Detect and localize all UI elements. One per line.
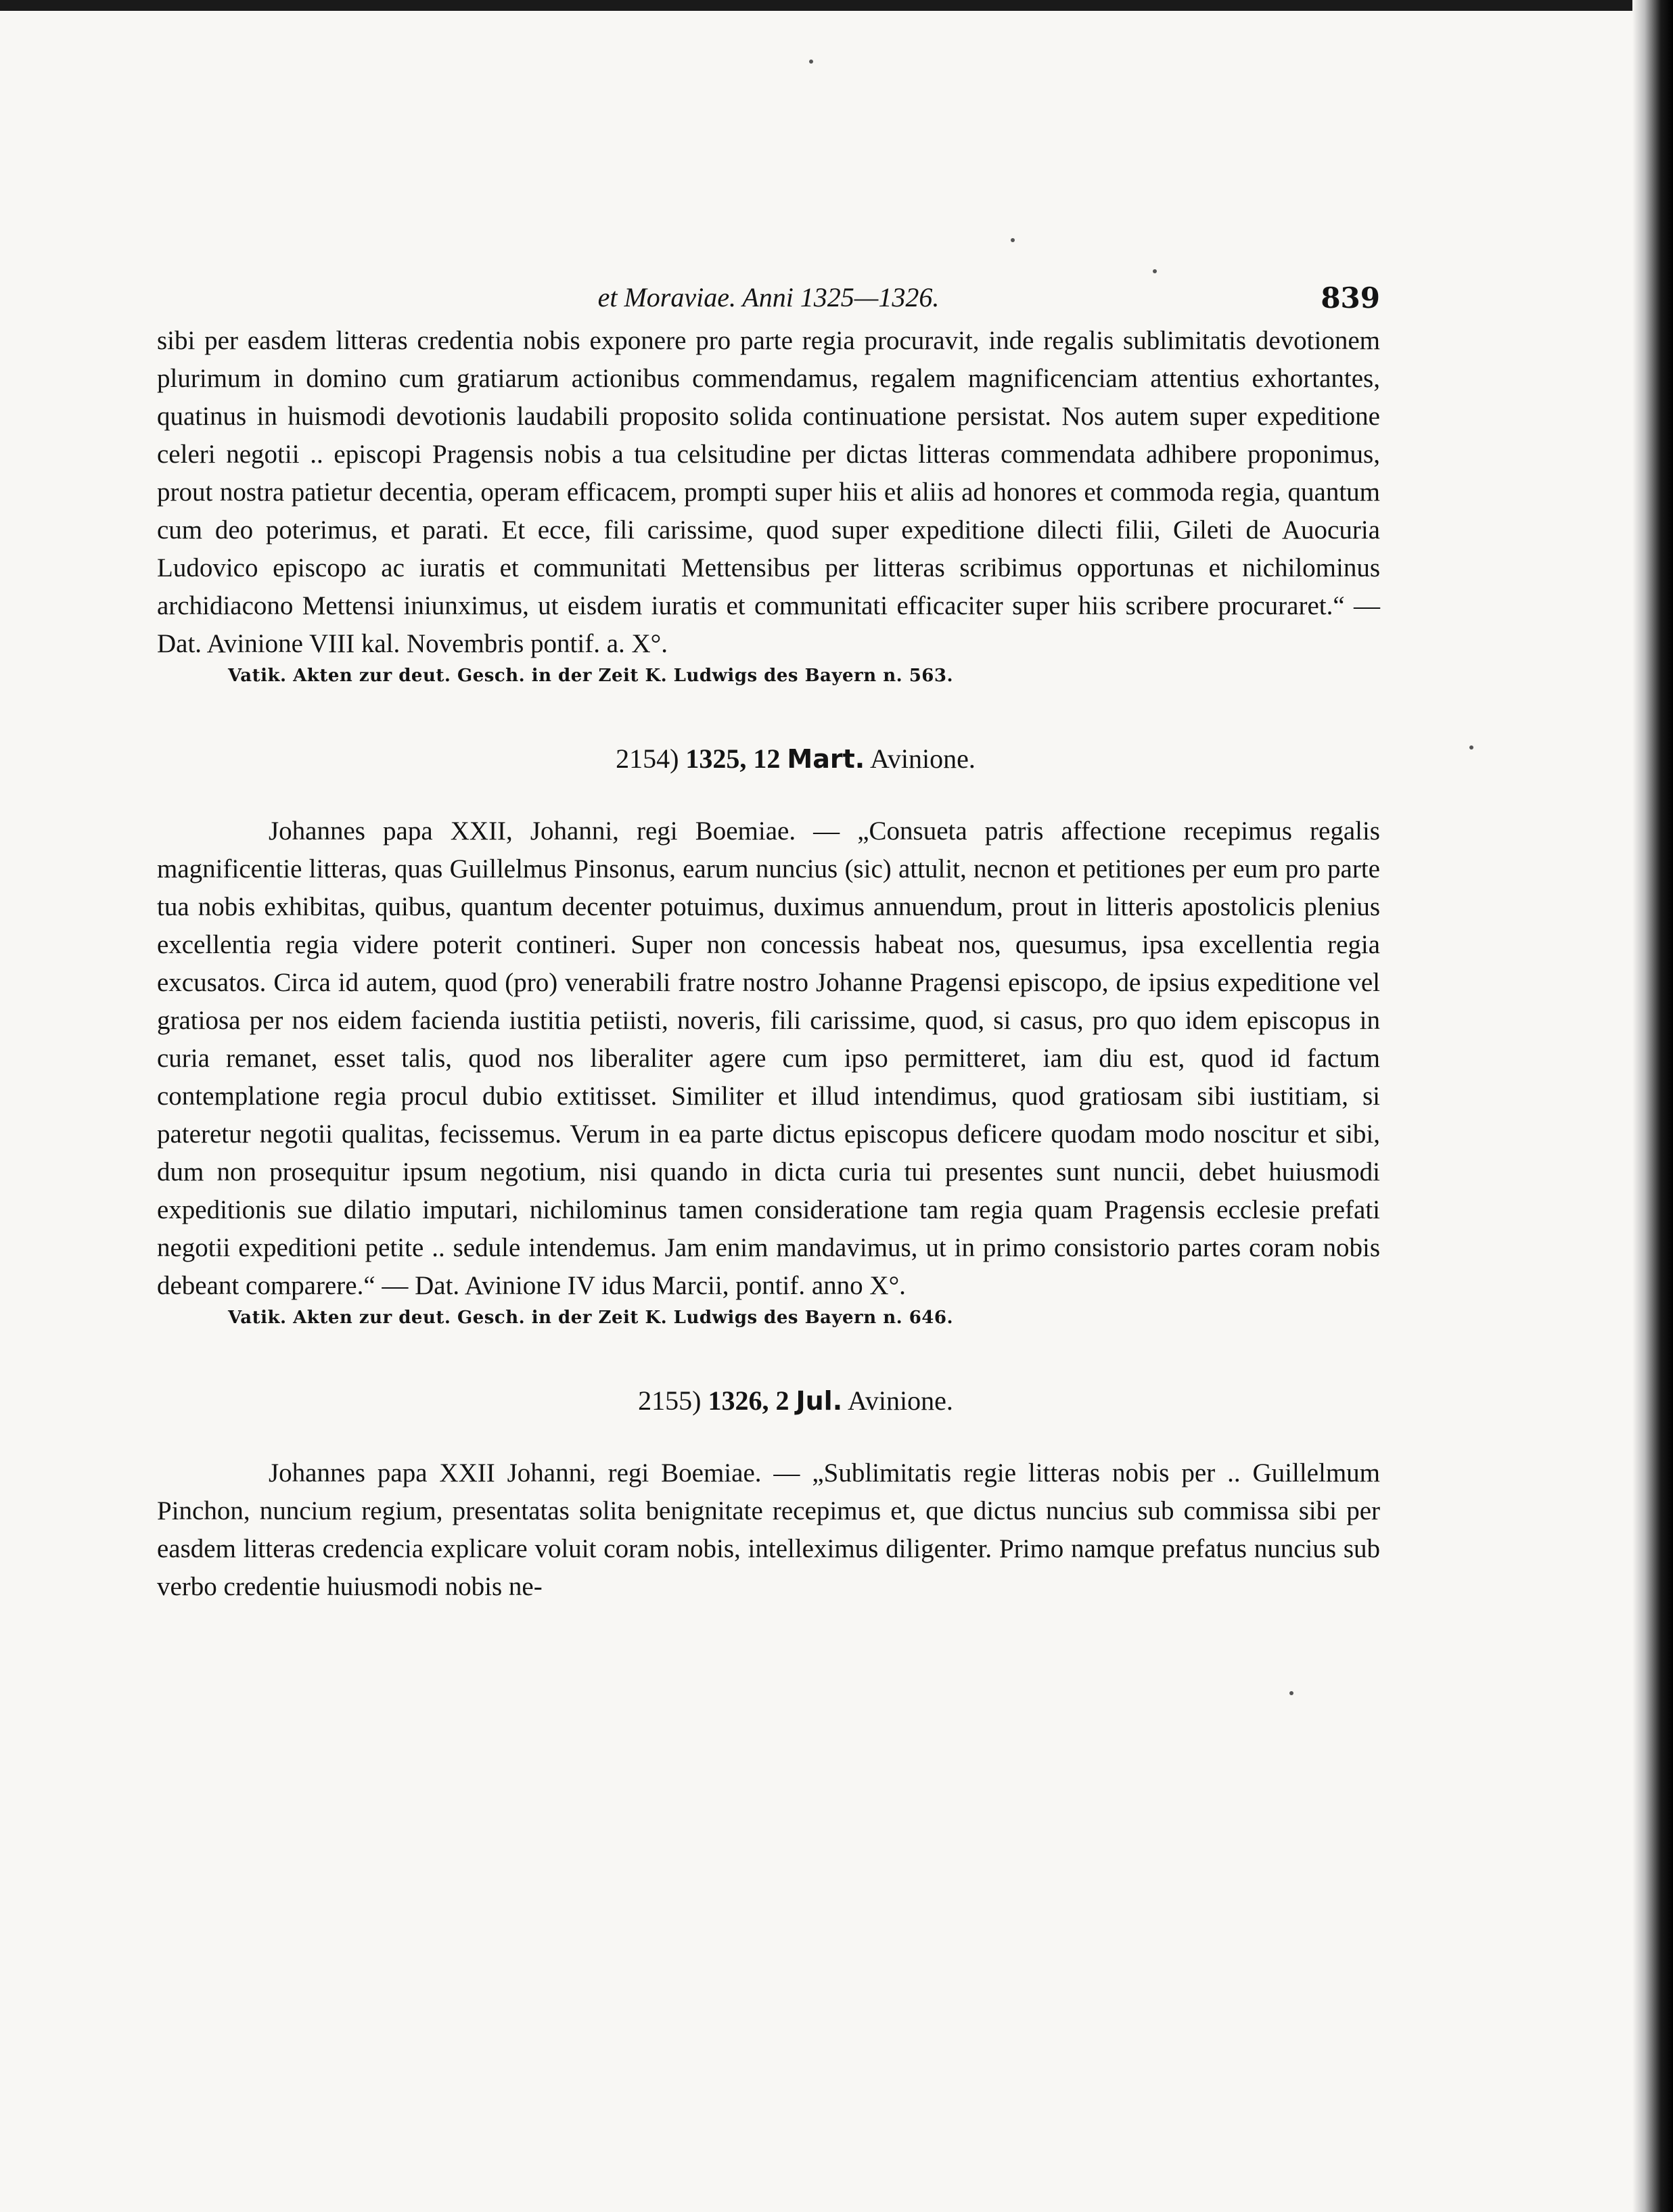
- dust-speck: [1469, 745, 1473, 750]
- source-citation: Vatik. Akten zur deut. Gesch. in der Zeit K. Ludwigs des Bayern n. 646.: [228, 1308, 954, 1328]
- page-number: 839: [1321, 281, 1380, 315]
- source-citation: Vatik. Akten zur deut. Gesch. in der Zeit K. Ludwigs des Bayern n. 563.: [228, 666, 954, 686]
- entry-month: Jul.: [796, 1386, 843, 1416]
- entry-heading-2155: [157, 1385, 1380, 1416]
- entry-number: 2155): [638, 1385, 702, 1416]
- running-head: [157, 281, 1380, 322]
- dust-speck: [1289, 1691, 1293, 1695]
- entry-date: 1326, 2: [708, 1385, 789, 1416]
- dust-speck: [809, 60, 813, 64]
- page-edge-shadow: [1632, 0, 1673, 2212]
- entry-heading-2154: [157, 743, 1380, 775]
- running-head-title: et Moraviae. Anni 1325—1326.: [597, 282, 940, 313]
- entry-text-2155: Johannes papa XXII Johanni, regi Boemiae. — „Sublimitatis regie litteras nobis per .. Guillelmum Pinchon, nuncium regium, presentatas solita benignitate recepimus et, que dictus nuncius sub commissa sibi per easdem litteras credencia explicare voluit coram nobis, intelleximus diligenter. Primo namque prefatus nuncius sub verbo credentie huiusmodi nobis ne-: [157, 1458, 1380, 1601]
- entry-date: 1325, 12: [685, 743, 781, 774]
- entry-number: 2154): [616, 743, 679, 774]
- entry-text-2154: Johannes papa XXII, Johanni, regi Boemiae. — „Consueta patris affectione recepimus regalis magnificentie litteras, quas Guillelmus Pinsonus, earum nuncius (sic) attulit, necnon et petitiones per eum pro parte tua nobis exhibitas, quibus, quantum decenter potuimus, duximus annuendum, prout in litteris apostolicis plenius excellentia regia videre poterit contineri. Super non concessis habeat nos, quesumus, ipsa excellentia regia excusatos. Circa id autem, quod (pro) venerabili fratre nostro Johanne Pragensi episcopo, de ipsius expeditione vel gratiosa per nos eidem facienda iustitia petiisti, noveris, fili carissime, quod, si casus, pro quo idem episcopus in curia remanet, esset talis, quod nos liberaliter agere cum ipso permitteret, iam diu est, quod id factum contemplatione regia procul dubio extitisset. Similiter et illud intendimus, quod gratiosam sibi iustitiam, si pateretur negotii qualitas, fecissemus. Verum in ea parte dictus episcopus deficere quodam modo noscitur et sibi, dum non prosequitur ipsum negotium, nisi quando in dicta curia tui presentes sunt nuncii, debet huiusmodi expeditionis sue dilatio imputari, nichilominus tamen consideratione tam regia quam Pragensis ecclesie prefati negotii expeditioni petite .. sedule intendemus. Jam enim mandavimus, ut in primo consistorio partes coram nobis debeant comparere.“ — Dat. Avinione IV idus Marcii, pontif. anno X°.: [157, 816, 1380, 1300]
- dust-speck: [1153, 269, 1157, 273]
- entry-place: Avinione.: [847, 1385, 953, 1416]
- entry-month: Mart.: [787, 744, 865, 774]
- continuation-paragraph: sibi per easdem litteras credentia nobis exponere pro parte regia procuravit, inde regalis sublimitatis devotionem plurimum in domino cum gratiarum actionibus commendamus, regalem magnificenciam attentius exhortantes, quatinus in huismodi devotionis laudabili proposito solida continuatione persistat. Nos autem super expeditione celeri negotii .. episcopi Pragensis nobis a tua celsitudine per dictas litteras commendata adhibere proponimus, prout nostra patietur decentia, operam efficacem, prompti super hiis et aliis ad honores et commoda regia, quantum cum deo poterimus, et parati. Et ecce, fili carissime, quod super expeditione dilecti filii, Gileti de Auocuria Ludovico episcopo ac iuratis et communitati Mettensibus per litteras scribimus opportunas et nichilominus archidiacono Mettensi iniunximus, ut eisdem iuratis et communitati efficaciter super hiis scribere procuraret.“ — Dat. Avinione VIII kal. Novembris pontif. a. X°.: [157, 326, 1380, 658]
- entry-place: Avinione.: [870, 743, 976, 774]
- page-content: [157, 281, 1380, 1606]
- dust-speck: [1011, 238, 1015, 242]
